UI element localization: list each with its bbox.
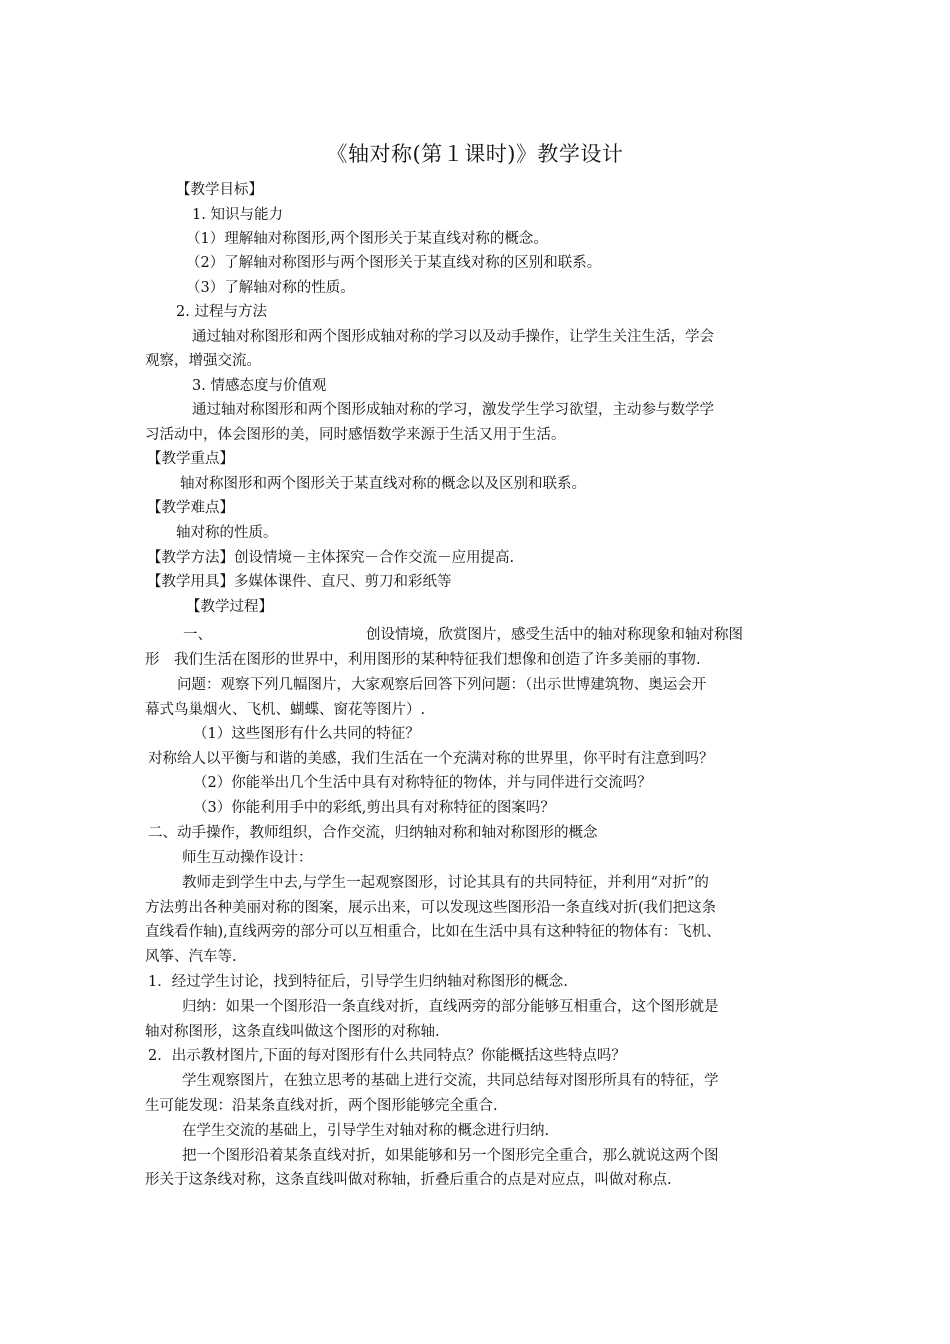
paragraph-line: 形关于这条线对称，这条直线叫做对称轴，折叠后重合的点是对应点，叫做对称点. — [145, 1172, 672, 1188]
subheading-knowledge: 1. 知识与能力 — [192, 207, 283, 223]
paragraph-line: 轴对称的性质。 — [176, 525, 278, 541]
section-one-number: 一、 — [183, 627, 212, 643]
heading-difficulties: 【教学难点】 — [147, 500, 234, 516]
heading-methods: 【教学方法】创设情境－主体探究－合作交流－应用提高. — [147, 550, 515, 566]
paragraph-line: 风筝、汽车等. — [145, 949, 237, 965]
numbered-item: 2．出示教材图片,下面的每对图形有什么共同特点？你能概括这些特点吗？ — [148, 1048, 626, 1064]
paragraph-line: 幕式鸟巢烟火、飞机、蝴蝶、窗花等图片）. — [145, 702, 426, 718]
paragraph-line: 学生观察图片，在独立思考的基础上进行交流，共同总结每对图形所具有的特征，学 — [182, 1073, 719, 1089]
question-item: （3）你能利用手中的彩纸,剪出具有对称特征的图案吗？ — [193, 800, 555, 816]
question-item: （2）你能举出几个生活中具有对称特征的物体，并与同伴进行交流吗？ — [193, 775, 652, 791]
paragraph-line: 轴对称图形，这条直线叫做这个图形的对称轴. — [145, 1024, 440, 1040]
paragraph-line: 习活动中，体会图形的美，同时感悟数学来源于生活又用于生活。 — [145, 427, 566, 443]
question-item: （1）这些图形有什么共同的特征？ — [193, 726, 420, 742]
heading-objectives: 【教学目标】 — [176, 182, 263, 198]
paragraph-line: 对称给人以平衡与和谐的美感，我们生活在一个充满对称的世界里，你平时有注意到吗？ — [148, 751, 714, 767]
paragraph-line: 观察，增强交流。 — [145, 353, 261, 369]
heading-key-points: 【教学重点】 — [147, 451, 234, 467]
section-two-title: 二、动手操作，教师组织，合作交流，归纳轴对称和轴对称图形的概念 — [148, 825, 598, 841]
section-one-title: 创设情境，欣赏图片，感受生活中的轴对称现象和轴对称图 — [366, 627, 743, 643]
objective-item: （1）理解轴对称图形,两个图形关于某直线对称的概念。 — [186, 231, 548, 247]
paragraph-line: 轴对称图形和两个图形关于某直线对称的概念以及区别和联系。 — [180, 476, 586, 492]
paragraph-line: 把一个图形沿着某条直线对折，如果能够和另一个图形完全重合，那么就说这两个图 — [182, 1148, 719, 1164]
paragraph-line: 形 我们生活在图形的世界中，利用图形的某种特征我们想像和创造了许多美丽的事物. — [145, 652, 701, 668]
objective-item: （2）了解轴对称图形与两个图形关于某直线对称的区别和联系。 — [186, 255, 602, 271]
paragraph-line: 通过轴对称图形和两个图形成轴对称的学习以及动手操作，让学生关注生活，学会 — [192, 329, 714, 345]
heading-tools: 【教学用具】多媒体课件、直尺、剪刀和彩纸等 — [147, 574, 452, 590]
paragraph-line: 归纳：如果一个图形沿一条直线对折，直线两旁的部分能够互相重合，这个图形就是 — [182, 999, 719, 1015]
subheading-process: 2. 过程与方法 — [176, 304, 267, 320]
paragraph-line: 教师走到学生中去,与学生一起观察图形，讨论其具有的共同特征，并利用“对折”的 — [182, 875, 709, 891]
paragraph-line: 问题：观察下列几幅图片，大家观察后回答下列问题：（出示世博建筑物、奥运会开 — [177, 677, 707, 693]
document-title: 《轴对称(第１课时)》教学设计 — [326, 142, 624, 166]
heading-process: 【教学过程】 — [186, 599, 273, 615]
paragraph-line: 在学生交流的基础上，引导学生对轴对称的概念进行归纳. — [182, 1123, 550, 1139]
numbered-item: 1．经过学生讨论，找到特征后，引导学生归纳轴对称图形的概念. — [148, 974, 568, 990]
subheading-attitude: 3. 情感态度与价值观 — [192, 378, 327, 394]
paragraph-line: 方法剪出各种美丽对称的图案，展示出来，可以发现这些图形沿一条直线对折(我们把这条 — [145, 900, 717, 916]
paragraph-line: 师生互动操作设计： — [182, 850, 313, 866]
paragraph-line: 直线看作轴),直线两旁的部分可以互相重合，比如在生活中具有这种特征的物体有：飞机、 — [145, 924, 721, 940]
paragraph-line: 通过轴对称图形和两个图形成轴对称的学习，激发学生学习欲望，主动参与数学学 — [192, 402, 714, 418]
objective-item: （3）了解轴对称的性质。 — [186, 280, 355, 296]
paragraph-line: 生可能发现：沿某条直线对折，两个图形能够完全重合. — [145, 1098, 498, 1114]
